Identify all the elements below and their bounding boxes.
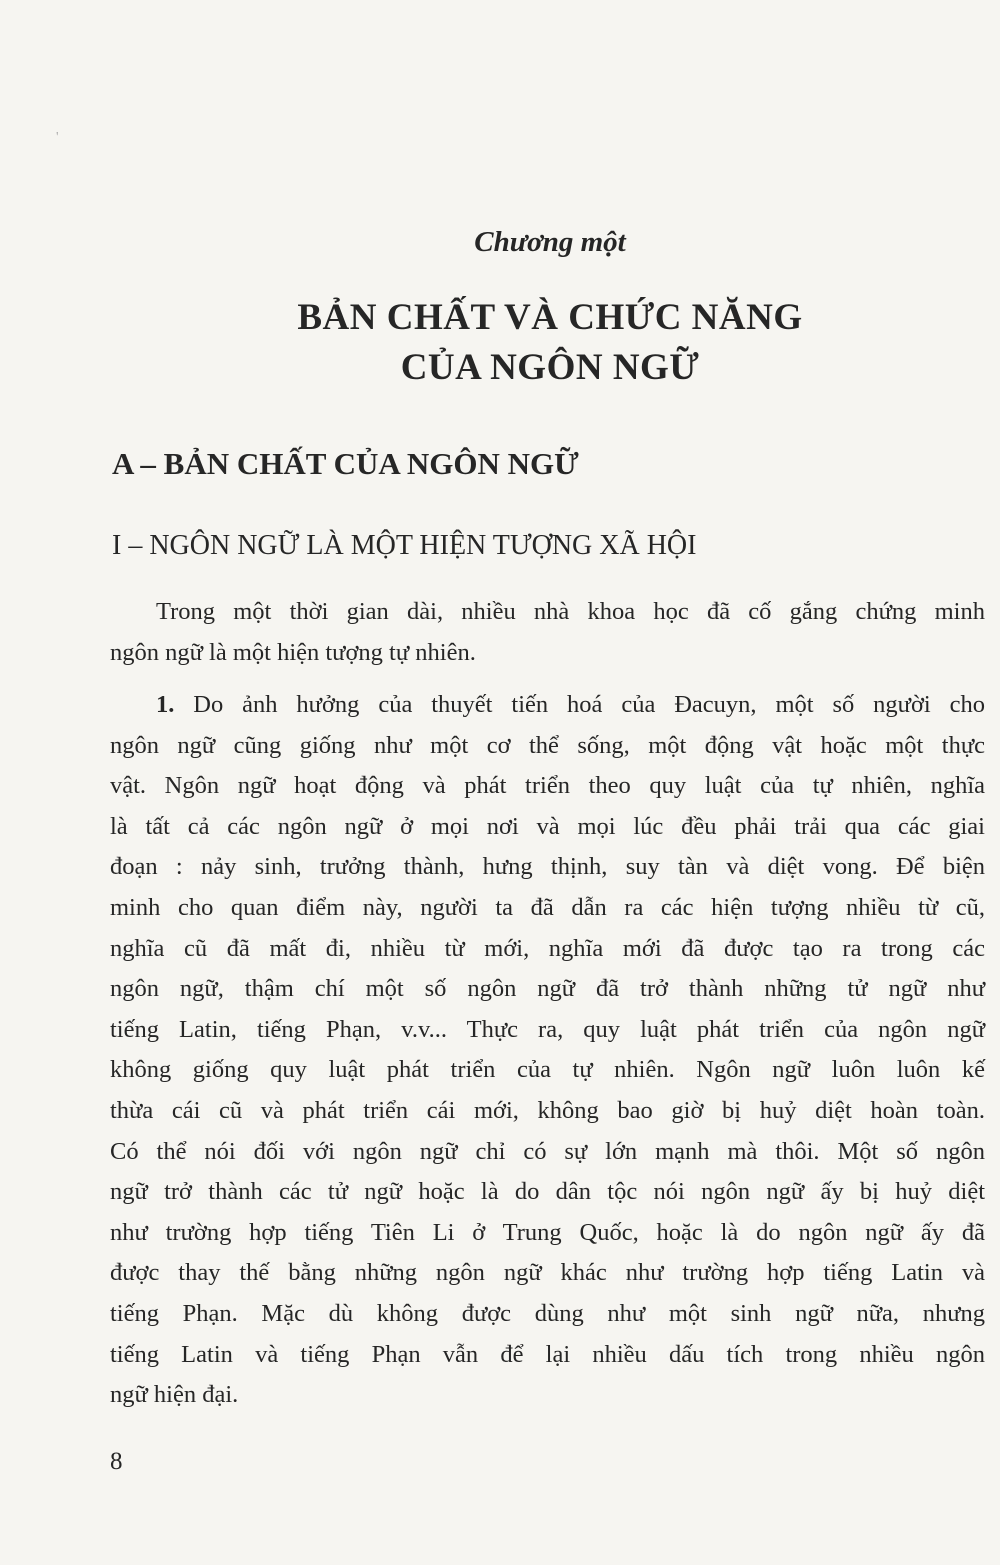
page-number: 8 [110,1448,123,1475]
text-line: được thay thế bằng những ngôn ngữ khác như trường hợp tiếng Latin và [110,1259,985,1287]
text-line: tiếng Latin và tiếng Phạn vẫn để lại nhiều dấu tích trong nhiều ngôn [110,1340,985,1368]
section-heading-i: I – NGÔN NGỮ LÀ MỘT HIỆN TƯỢNG XÃ HỘI [112,530,697,561]
text-line: thừa cái cũ và phát triển cái mới, không bao giờ bị huỷ diệt hoàn toàn. [110,1096,985,1124]
text-line: ngôn ngữ cũng giống như một cơ thể sống, một động vật hoặc một thực [110,731,985,759]
text-line: vật. Ngôn ngữ hoạt động và phát triển theo quy luật của tự nhiên, nghĩa [110,772,985,800]
text-line: Có thể nói đối với ngôn ngữ chỉ có sự lớn mạnh mà thôi. Một số ngôn [110,1137,985,1165]
text-line-content: Do ảnh hưởng của thuyết tiến hoá của Đacuyn, một số người cho [193,691,986,718]
text-line: ngữ trở thành các tử ngữ hoặc là do dân tộc nói ngôn ngữ ấy bị huỷ diệt [110,1178,985,1206]
text-line: tiếng Phạn. Mặc dù không được dùng như một sinh ngữ nữa, nhưng [110,1299,985,1327]
chapter-label: Chương một [474,226,626,258]
section-heading-a: A – BẢN CHẤT CỦA NGÔN NGỮ [112,446,579,481]
text-line: là tất cả các ngôn ngữ ở mọi nơi và mọi lúc đều phải trải qua các giai [110,812,985,840]
page-edge-mark: ' [56,130,59,145]
text-line: nghĩa cũ đã mất đi, nhiều từ mới, nghĩa mới đã được tạo ra trong các [110,934,985,962]
text-line: như trường hợp tiếng Tiên Li ở Trung Quốc, hoặc là do ngôn ngữ ấy đã [110,1218,985,1246]
chapter-title-line-2: CỦA NGÔN NGỮ [400,347,700,388]
text-line: ngữ hiện đại. [110,1381,239,1409]
text-line: đoạn : nảy sinh, trưởng thành, hưng thịnh, suy tàn và diệt vong. Để biện [110,853,985,881]
text-line [110,685,985,726]
text-line: ngôn ngữ, thậm chí một số ngôn ngữ đã trở thành những tử ngữ như [110,975,985,1003]
text-line: tiếng Latin, tiếng Phạn, v.v... Thực ra, quy luật phát triển của ngôn ngữ [110,1015,985,1043]
chapter-title-line-1: BẢN CHẤT VÀ CHỨC NĂNG [297,297,803,338]
text-line: không giống quy luật phát triển của tự nhiên. Ngôn ngữ luôn luôn kế [110,1056,985,1084]
text-line: Trong một thời gian dài, nhiều nhà khoa học đã cố gắng chứng minh [156,598,985,625]
text-line: minh cho quan điểm này, người ta đã dẫn ra các hiện tượng nhiều từ cũ, [110,893,985,921]
paragraph-2 [110,685,985,1416]
paragraph-1 [110,592,985,673]
text-line: ngôn ngữ là một hiện tượng tự nhiên. [110,638,476,666]
item-number: 1. [156,691,175,718]
